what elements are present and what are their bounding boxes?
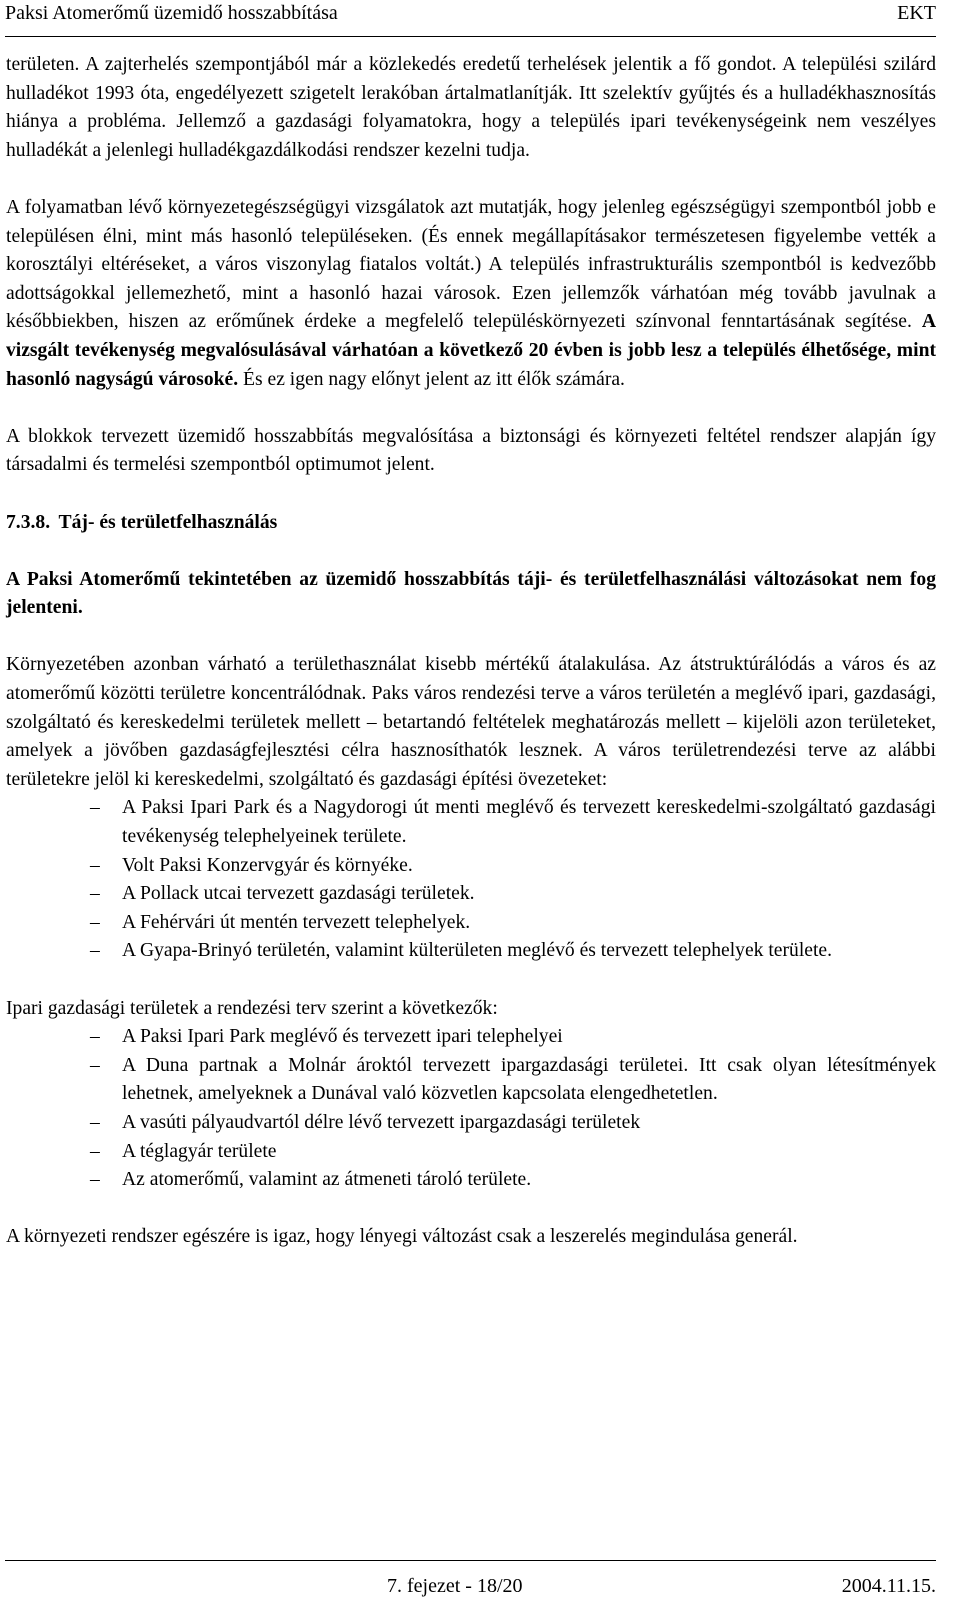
document-body xyxy=(6,51,936,1281)
list-item xyxy=(6,1052,936,1109)
industrial-zones-list xyxy=(6,1023,936,1195)
paragraph-closing: A környezeti rendszer egészére is igaz, hogy lényegi változást csak a leszerelés megindulása generál. xyxy=(6,1226,798,1248)
dash-bullet: – xyxy=(90,1111,100,1133)
dash-bullet: – xyxy=(90,1140,100,1162)
section-heading xyxy=(6,509,936,538)
paragraph-waste: területen. A zajterhelés szempontjából már a közlekedés eredetű terhelések jelentik a fő gondot. A települési szilárd hulladékot 1993 óta, engedélyezett szigetelt lerakóban ártalmatlanítják. Itt szelektív gyűjtés és a hulladékhasznosítás hiánya a probléma. Jellemző a gazdasági folyamatokra, hogy a település ipari tevékenységeink nem veszélyes hulladékát a jelenlegi hulladékgazdálkodási rendszer kezelni tudja. xyxy=(6,54,936,161)
dash-bullet: – xyxy=(90,1054,100,1076)
paragraph-optimum: A blokkok tervezett üzemidő hosszabbítás megvalósítása a biztonsági és környezeti feltétel rendszer alapján így társadalmi és termelési szempontból optimumot jelent. xyxy=(6,425,936,476)
list-item xyxy=(6,1109,936,1138)
section-title: Táj- és területfelhasználás xyxy=(58,511,278,533)
dash-bullet: – xyxy=(90,940,100,962)
list-item-text: A Fehérvári út mentén tervezett telephelyek. xyxy=(122,911,471,933)
page-number: 7. fejezet - 18/20 xyxy=(387,1575,523,1597)
document-title: Paksi Atomerőmű üzemidő hosszabbítása xyxy=(5,2,338,24)
paragraph-conclusion: A Paksi Atomerőmű tekintetében az üzemidő hosszabbítás táji- és területfelhasználási változásokat nem fog jelenteni. xyxy=(6,568,936,619)
dash-bullet: – xyxy=(90,911,100,933)
list-item xyxy=(6,1023,936,1052)
paragraph-health-tail: És ez igen nagy előnyt jelent az itt élők számára. xyxy=(243,368,625,390)
paragraph-health xyxy=(6,194,936,394)
header-code: EKT xyxy=(897,2,936,24)
list-item-text: A Gyapa-Brinyó területén, valamint külterületen meglévő és tervezett telephelyek területe. xyxy=(122,940,832,962)
list-item xyxy=(6,852,936,881)
list-item xyxy=(6,880,936,909)
paragraph-industrial: Ipari gazdasági területek a rendezési terv szerint a következők: xyxy=(6,997,498,1019)
dash-bullet: – xyxy=(90,854,100,876)
section-number: 7.3.8. xyxy=(6,511,51,533)
dash-bullet: – xyxy=(90,883,100,905)
list-item xyxy=(6,1138,936,1167)
dash-bullet: – xyxy=(90,797,100,819)
dash-bullet: – xyxy=(90,1026,100,1048)
paragraph-health-text: A folyamatban lévő környezetegészségügyi vizsgálatok azt mutatják, hogy jelenleg egészségügyi szempontból jobb e településen élni, mint más hasonló településeken. (És ennek megállapításakor természetesen figyelembe vették a korosztályi eltéréseket, a város viszonylag fiatalos voltát.) A település infrastrukturális szempontból is kedvezőbb adottságokkal jellemezhető, mint a hasonló hazai városok. Ezen jellemzők várhatóan még tovább javulnak a későbbiekben, hiszen az erőműnek érdeke a megfelelő településkörnyezeti színvonal fenntartásának segítése. xyxy=(6,196,936,333)
list-item xyxy=(6,794,936,851)
list-item-text: Az atomerőmű, valamint az átmeneti tároló területe. xyxy=(122,1169,532,1191)
page-footer xyxy=(5,1560,936,1601)
page-header xyxy=(5,0,936,37)
list-item xyxy=(6,937,936,966)
list-item-text: A téglagyár területe xyxy=(122,1140,277,1162)
document-date: 2004.11.15. xyxy=(841,1575,936,1597)
paragraph-health-bold: A vizsgált tevékenység megvalósulásával várhatóan a következő 20 évben is jobb lesz a település élhetősége, mint hasonló nagyságú városoké. xyxy=(6,311,936,390)
dash-bullet: – xyxy=(90,1169,100,1191)
list-item-text: A vasúti pályaudvartól délre lévő tervezett ipargazdasági területek xyxy=(122,1111,641,1133)
commercial-zones-list xyxy=(6,794,936,966)
list-item-text: A Pollack utcai tervezett gazdasági területek. xyxy=(122,883,475,905)
paragraph-land-use: Környezetében azonban várható a területhasználat kisebb mértékű átalakulása. Az átstruktúrálódás a város és az atomerőmű közötti területre koncentrálódnak. Paks város rendezési terve a város területén a meglévő ipari, gazdasági, szolgáltató és kereskedelmi területek mellett – betartandó feltételek meghatározás mellett – kijelöli azon területeket, amelyek a jövőben gazdaságfejlesztési célra hasznosíthatók lesznek. A város területrendezési terve az alábbi területekre jelöl ki kereskedelmi, szolgáltató és gazdasági építési övezeteket: xyxy=(6,654,936,790)
list-item-text: A Duna partnak a Molnár ároktól tervezett ipargazdasági területei. Itt csak olyan létesítmények lehetnek, amelyeknek a Dunával való közvetlen kapcsolata elengedhetetlen. xyxy=(122,1054,936,1105)
list-item xyxy=(6,909,936,938)
list-item-text: A Paksi Ipari Park és a Nagydorogi út menti meglévő és tervezett kereskedelmi-szolgáltató gazdasági tevékenység telephelyeinek területe. xyxy=(122,797,936,848)
list-item-text: Volt Paksi Konzervgyár és környéke. xyxy=(122,854,413,876)
list-item xyxy=(6,1166,936,1195)
list-item-text: A Paksi Ipari Park meglévő és tervezett ipari telephelyei xyxy=(122,1026,563,1048)
